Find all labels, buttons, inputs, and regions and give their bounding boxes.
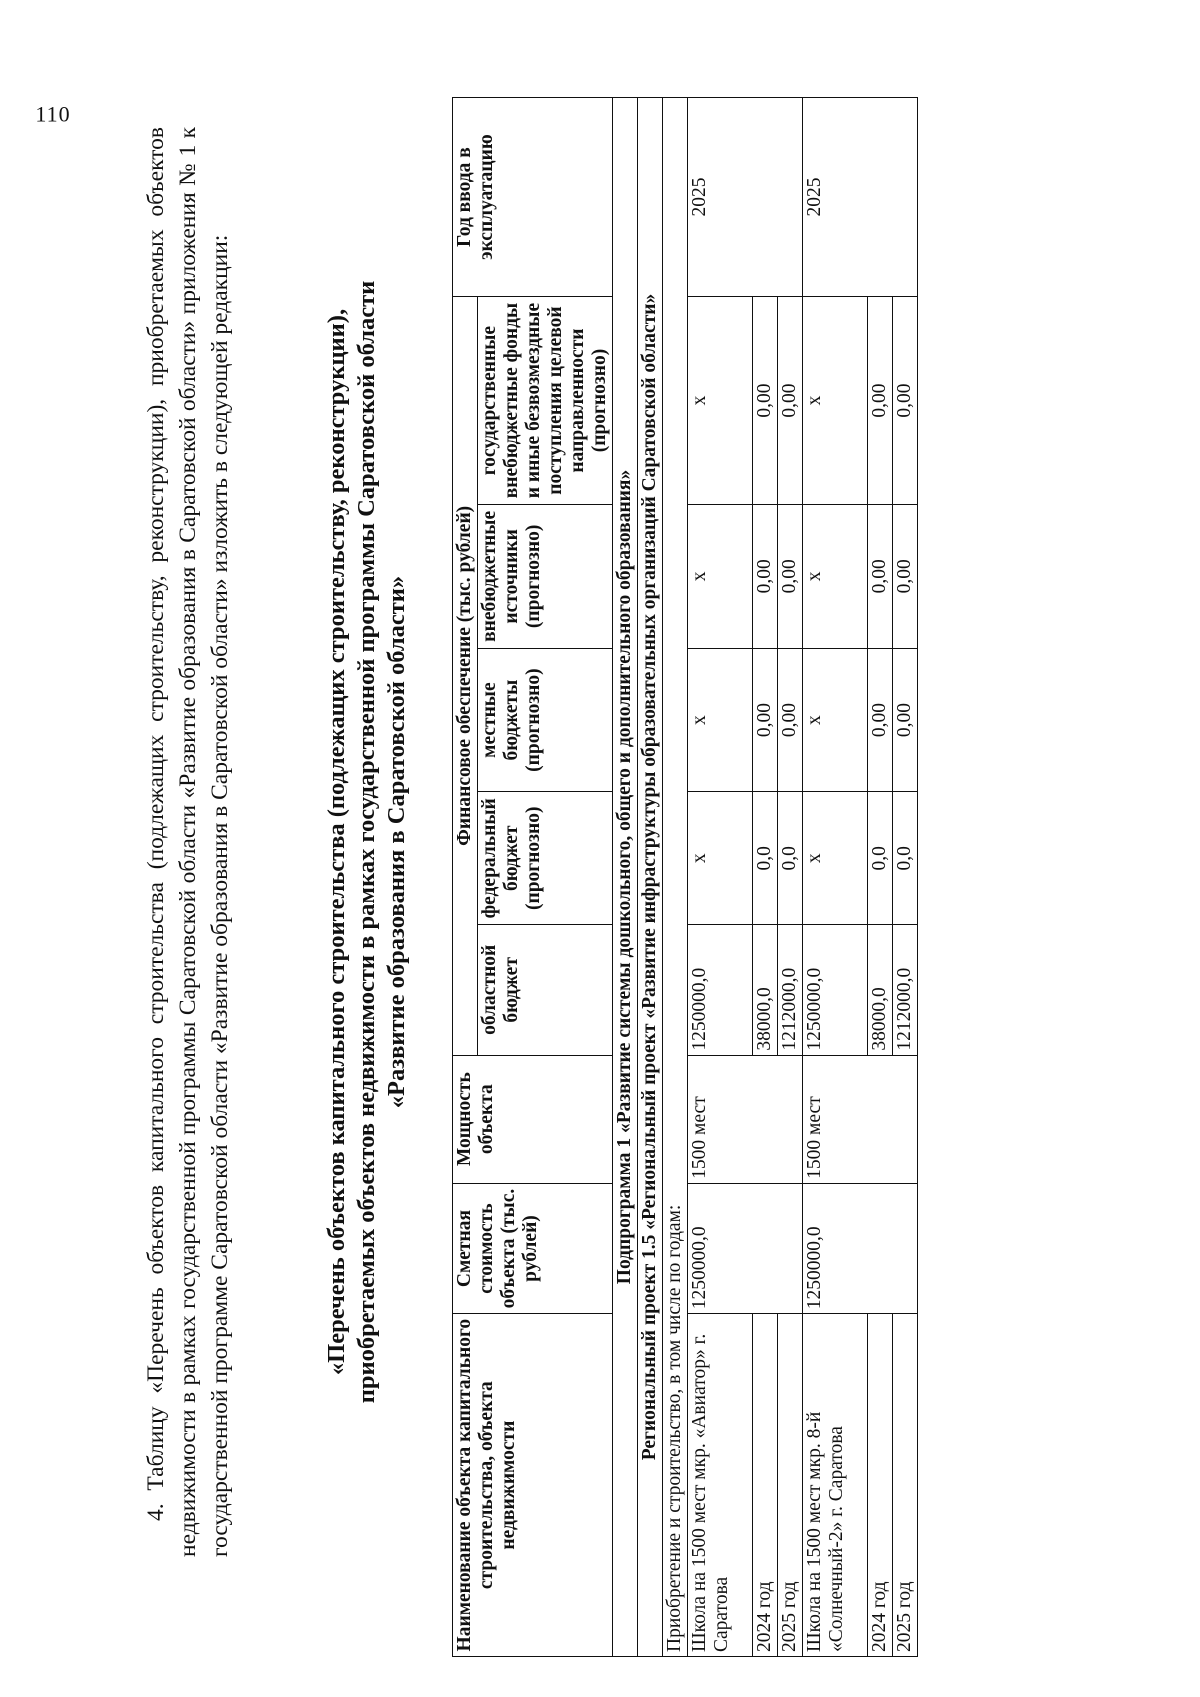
object-capacity: 1500 мест — [688, 1055, 803, 1183]
object-cost: 1250000,0 — [803, 1183, 918, 1313]
objects-table — [452, 97, 918, 1657]
table-row — [778, 98, 803, 1657]
table-row — [753, 98, 778, 1657]
intro-paragraph — [140, 127, 236, 1557]
year-label: 2024 год — [753, 1314, 778, 1657]
year-federal: 0,0 — [868, 792, 893, 925]
col-name-header: Наименование объекта капитального строительства, объекта недвижимости — [453, 1314, 613, 1657]
year-funds: 0,00 — [868, 297, 893, 505]
table-row — [803, 98, 868, 1657]
year-regional: 1212000,0 — [778, 925, 803, 1055]
col-capacity-header: Мощность объекта — [453, 1055, 613, 1183]
col-local-header: местные бюджеты (прогнозно) — [478, 648, 613, 792]
object-regional: 1250000,0 — [803, 925, 868, 1055]
year-federal: 0,0 — [778, 792, 803, 925]
col-extrabudget-header: внебюджетные источники (прогнозно) — [478, 505, 613, 649]
table-heading — [322, 127, 412, 1557]
object-local: х — [688, 648, 753, 792]
year-regional: 38000,0 — [753, 925, 778, 1055]
object-local: х — [803, 648, 868, 792]
year-funds: 0,00 — [753, 297, 778, 505]
year-extrabudget: 0,00 — [893, 505, 918, 649]
col-federal-header: федеральный бюджет (прогнозно) — [478, 792, 613, 925]
col-funds-header: государственные внебюджетные фонды и иные безвозмездные поступления целевой направленности (прогнозно) — [478, 297, 613, 505]
object-year: 2025 — [688, 98, 803, 297]
heading-line-3: «Развитие образования в Саратовской области» — [383, 575, 410, 1109]
year-funds: 0,00 — [778, 297, 803, 505]
object-year: 2025 — [803, 98, 918, 297]
year-funds: 0,00 — [893, 297, 918, 505]
year-extrabudget: 0,00 — [778, 505, 803, 649]
year-label: 2025 год — [893, 1314, 918, 1657]
year-local: 0,00 — [893, 648, 918, 792]
year-local: 0,00 — [753, 648, 778, 792]
col-regional-header: областной бюджет — [478, 925, 613, 1055]
year-regional: 38000,0 — [868, 925, 893, 1055]
object-extrabudget: х — [803, 505, 868, 649]
table-row — [868, 98, 893, 1657]
col-cost-header: Сметная стоимость объекта (тыс. рублей) — [453, 1183, 613, 1313]
object-federal: х — [803, 792, 868, 925]
col-finance-header: Финансовое обеспечение (тыс. рублей) — [453, 297, 478, 1055]
total-row — [663, 98, 688, 1657]
table-row — [688, 98, 753, 1657]
year-label: 2025 год — [778, 1314, 803, 1657]
heading-line-1: «Перечень объектов капитального строительства (подлежащих строительству, реконструкции), — [323, 308, 350, 1376]
object-funds: х — [688, 297, 753, 505]
table-row — [893, 98, 918, 1657]
project-row — [638, 98, 663, 1657]
object-extrabudget: х — [688, 505, 753, 649]
year-federal: 0,0 — [893, 792, 918, 925]
year-extrabudget: 0,00 — [868, 505, 893, 649]
object-capacity: 1500 мест — [803, 1055, 918, 1183]
year-local: 0,00 — [778, 648, 803, 792]
object-regional: 1250000,0 — [688, 925, 753, 1055]
object-funds: х — [803, 297, 868, 505]
object-federal: х — [688, 792, 753, 925]
heading-line-2: приобретаемых объектов недвижимости в рамках государственной программы Саратовской области — [353, 280, 380, 1404]
year-local: 0,00 — [868, 648, 893, 792]
year-label: 2024 год — [868, 1314, 893, 1657]
subprogram-title: Подпрограмма 1 «Развитие системы дошкольного, общего и дополнительного образования» — [613, 98, 638, 1657]
object-cost: 1250000,0 — [688, 1183, 803, 1313]
intro-text: 4. Таблицу «Перечень объектов капитального строительства (подлежащих строительству, реконструкции), приобретаемых объектов недвижимости в рамках государственной программы Саратовской области «Развитие образования в Саратовской области» приложения № 1 к государственной программе Саратовской области «Развитие образования в Саратовской области» изложить в следующей редакции: — [143, 127, 233, 1557]
header-row-1 — [453, 98, 478, 1657]
object-name: Школа на 1500 мест мкр. «Авиатор» г. Саратова — [688, 1314, 753, 1657]
page-number: 110 — [35, 101, 71, 127]
year-regional: 1212000,0 — [893, 925, 918, 1055]
year-federal: 0,0 — [753, 792, 778, 925]
year-extrabudget: 0,00 — [753, 505, 778, 649]
object-name: Школа на 1500 мест мкр. 8-й «Солнечный-2» г. Саратова — [803, 1314, 868, 1657]
total-label: Приобретение и строительство, в том числе по годам: — [663, 98, 688, 1657]
project-title: Региональный проект 1.5 «Региональный проект «Развитие инфраструктуры образовательных организаций Саратовской области» — [638, 98, 663, 1657]
col-year-header: Год ввода в эксплуатацию — [453, 98, 613, 297]
subprogram-row — [613, 98, 638, 1657]
